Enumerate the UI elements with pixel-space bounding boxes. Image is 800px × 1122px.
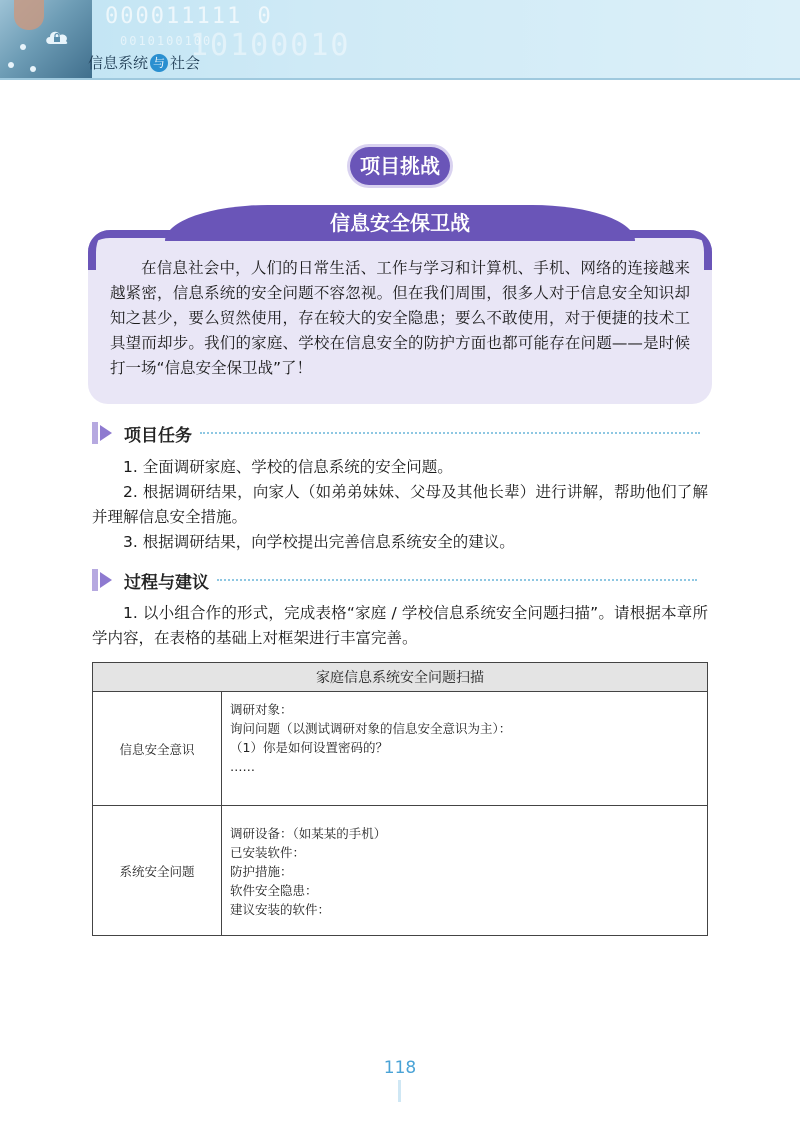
header-divider — [0, 78, 800, 80]
row-line: 调研设备：（如某某的手机） — [230, 826, 387, 841]
row-line: 建议安装的软件： — [230, 902, 331, 917]
chapter-title-left: 信息系统 — [88, 54, 149, 72]
row-content — [222, 692, 708, 806]
row-line: 防护措施： — [230, 864, 293, 879]
challenge-pill: 项目挑战 — [350, 147, 450, 185]
row-line: 询问问题（以测试调研对象的信息安全意识为主）： — [230, 721, 512, 736]
network-node — [30, 66, 36, 72]
task-item: 3. 根据调研结果，向学校提出完善信息系统安全的建议。 — [123, 533, 515, 551]
header-photo — [0, 0, 92, 80]
binary-decoration: 10100010 — [190, 28, 351, 63]
table-row — [93, 692, 708, 806]
tasks-section-header — [92, 420, 700, 446]
chapter-title-right: 社会 — [170, 54, 201, 72]
row-line: …… — [230, 759, 255, 774]
intro-title: 信息安全保卫战 — [165, 205, 635, 241]
table-title: 家庭信息系统安全问题扫描 — [93, 663, 708, 692]
row-label: 信息安全意识 — [93, 692, 222, 806]
cloud-lock-icon — [44, 28, 70, 46]
page-header — [0, 0, 800, 80]
section-title: 过程与建议 — [124, 572, 209, 593]
row-line: 已安装软件： — [230, 845, 306, 860]
page-number: 118 — [383, 1058, 417, 1078]
process-intro: 1. 以小组合作的形式，完成表格“家庭 / 学校信息系统安全问题扫描”。请根据本章所学内容，在表格的基础上对框架进行丰富完善。 — [92, 604, 708, 647]
binary-decoration: 0010100100 — [120, 34, 213, 48]
process-section-header — [92, 567, 697, 593]
chapter-title-connector: 与 — [150, 54, 168, 72]
section-arrow-icon — [92, 422, 114, 444]
network-node — [8, 62, 14, 68]
network-node — [20, 44, 26, 50]
task-item: 1. 全面调研家庭、学校的信息系统的安全问题。 — [123, 458, 453, 476]
task-item: 2. 根据调研结果，向家人（如弟弟妹妹、父母及其他长辈）进行讲解，帮助他们了解并理解信息安全措施。 — [92, 483, 708, 526]
page-number-tick — [398, 1080, 401, 1102]
section-arrow-icon — [92, 569, 114, 591]
row-line: 软件安全隐患： — [230, 883, 318, 898]
intro-text: 在信息社会中，人们的日常生活、工作与学习和计算机、手机、网络的连接越来越紧密，信息系统的安全问题不容忽视。但在我们周围，很多人对于信息安全知识却知之甚少，要么贸然使用，存在较大的安全隐患；要么不敢使用，对于便捷的技术工具望而却步。我们的家庭、学校在信息安全的防护方面也都可能存在问题——是时候打一场“信息安全保卫战”了！ — [110, 259, 690, 377]
row-label: 系统安全问题 — [93, 806, 222, 936]
dotted-rule — [200, 432, 700, 434]
section-title: 项目任务 — [124, 425, 192, 446]
table-row — [93, 806, 708, 936]
row-content — [222, 806, 708, 936]
chapter-title — [88, 52, 200, 73]
security-scan-table — [92, 662, 708, 936]
binary-decoration: 000011111 0 — [105, 4, 273, 29]
row-line: （1）你是如何设置密码的？ — [230, 740, 388, 755]
dotted-rule — [217, 579, 697, 581]
hand-graphic — [14, 0, 44, 30]
row-line: 调研对象： — [230, 702, 293, 717]
